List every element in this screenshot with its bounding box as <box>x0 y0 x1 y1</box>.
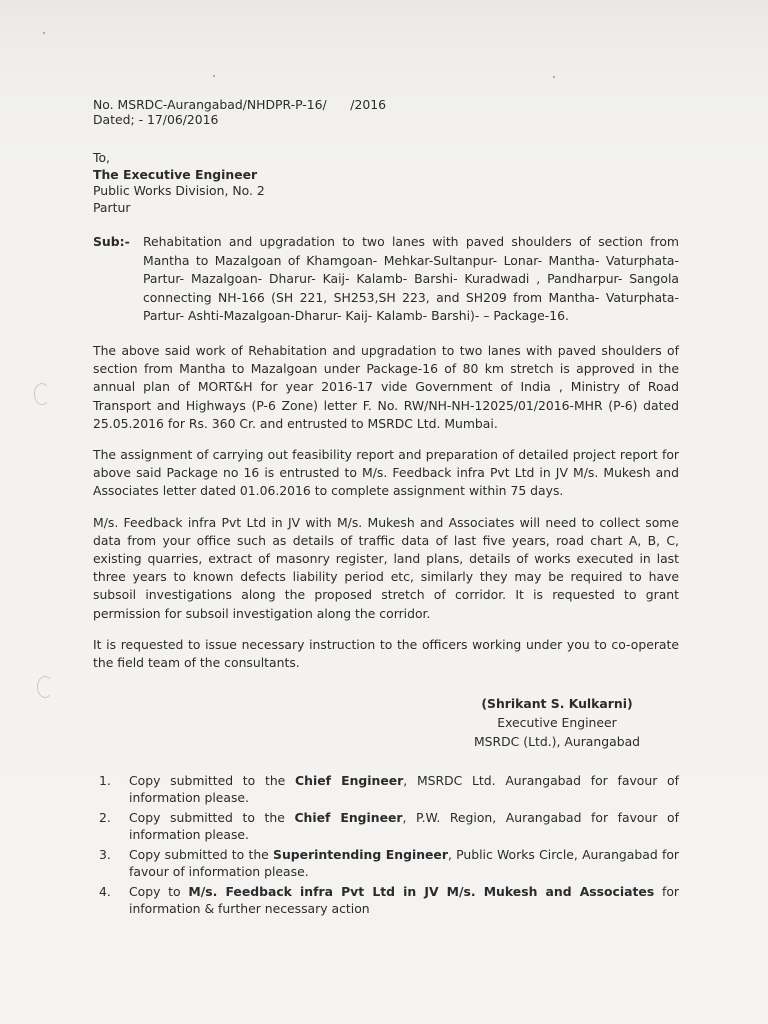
copy-recipient: M/s. Feedback infra Pvt Ltd in JV M/s. Mukesh and Associates <box>188 884 655 900</box>
addressee-to: To, <box>93 150 110 165</box>
copy-text <box>129 810 679 843</box>
punch-hole-top <box>34 383 50 405</box>
addressee-place: Partur <box>93 199 131 215</box>
paragraph-assignment: The assignment of carrying out feasibility report and preparation of detailed project report for above said Package no 16 is entrusted to M/s. Feedback infra Pvt Ltd in JV M/s. Mukesh and Associates letter dated 01.06.2016 to complete assignment within 75 days. <box>93 446 679 499</box>
scan-speck <box>43 32 45 34</box>
signatory-designation: Executive Engineer <box>497 715 617 731</box>
copy-item <box>93 884 679 917</box>
copy-number: 2. <box>99 810 111 826</box>
subject-text: Rehabitation and upgradation to two lanes with paved shoulders of section from Mantha to Mazalgoan of Khamgoan- Mehkar-Sultanpur- Lonar- Mantha- Vaturphata- Partur- Mazalgoan- Dharur- Kaij- Kalamb- Barshi- Kuradwadi , Pandharpur- Sangola connecting NH-166 (SH 221, SH253,SH 223, and SH209 from Mantha- Vaturphata- Partur- Ashti-Mazalgoan-Dharur- Kaij- Kalamb- Barshi)- – Package-16. <box>143 234 679 324</box>
copy-item <box>93 810 679 843</box>
signature-block <box>93 694 679 751</box>
copy-text-post: for information & further necessary action <box>129 884 680 916</box>
reference-number: No. MSRDC-Aurangabad/NHDPR-P-16/ /2016 <box>93 97 387 112</box>
copy-text <box>129 773 679 806</box>
copy-text-pre: Copy to <box>129 884 189 900</box>
punch-hole-bottom <box>37 676 53 698</box>
copy-text <box>129 847 679 880</box>
addressee-division: Public Works Division, No. 2 <box>93 183 265 198</box>
paragraph-approval: The above said work of Rehabitation and upgradation to two lanes with paved shoulders of section from Mantha to Mazalgoan under Package-16 of 80 km stretch is approved in the annual plan of MORT&H for year 2016-17 vide Government of India , Ministry of Road Transport and Highways (P-6 Zone) letter F. No. RW/NH-NH-12025/01/2016-MHR (P-6) dated 25.05.2016 for Rs. 360 Cr. and entrusted to MSRDC Ltd. Mumbai. <box>93 342 679 431</box>
copy-recipient: Superintending Engineer <box>273 847 448 863</box>
paragraph-data-collection: M/s. Feedback infra Pvt Ltd in JV with M/s. Mukesh and Associates will need to collect some data from your office such as details of traffic data of last five years, road chart A, B, C, existing quarries, extract of masonry register, land plans, details of works executed in last three years to known defects liability period etc, similarly they may be required to have subsoil investigations along the proposed stretch of corridor. It is requested to grant permission for subsoil investigation along the corridor. <box>93 514 679 621</box>
copy-text-post: , Public Works Circle, Aurangabad for favour of information please. <box>129 847 679 879</box>
copy-item <box>93 847 679 880</box>
copy-text-post: , MSRDC Ltd. Aurangabad for favour of information please. <box>129 773 679 805</box>
copy-text-pre: Copy submitted to the <box>129 847 274 863</box>
copy-item <box>93 773 679 806</box>
signatory-name: (Shrikant S. Kulkarni) <box>481 696 633 712</box>
copy-number: 1. <box>99 773 111 789</box>
subject-block <box>93 233 679 326</box>
reference-block <box>93 97 679 127</box>
reference-date: Dated; - 17/06/2016 <box>93 112 219 127</box>
copy-number: 4. <box>99 884 111 900</box>
scan-speck <box>553 76 555 78</box>
scan-speck <box>213 75 215 77</box>
copy-recipient: Chief Engineer <box>294 810 403 826</box>
paragraph-request: It is requested to issue necessary instruction to the officers working under you to co-operate the field team of the consultants. <box>93 636 679 671</box>
copy-recipient: Chief Engineer <box>295 773 404 789</box>
copy-list <box>93 773 679 917</box>
subject-label: Sub:- <box>93 234 130 249</box>
addressee-title: The Executive Engineer <box>93 166 258 182</box>
copy-number: 3. <box>99 847 111 863</box>
addressee-block <box>93 150 679 216</box>
copy-text-post: , P.W. Region, Aurangabad for favour of information please. <box>129 810 679 842</box>
letter-body <box>93 97 679 921</box>
signatory-office: MSRDC (Ltd.), Aurangabad <box>473 734 641 750</box>
copy-text-pre: Copy submitted to the <box>129 810 295 826</box>
copy-text <box>129 884 679 917</box>
copy-text-pre: Copy submitted to the <box>129 773 296 789</box>
